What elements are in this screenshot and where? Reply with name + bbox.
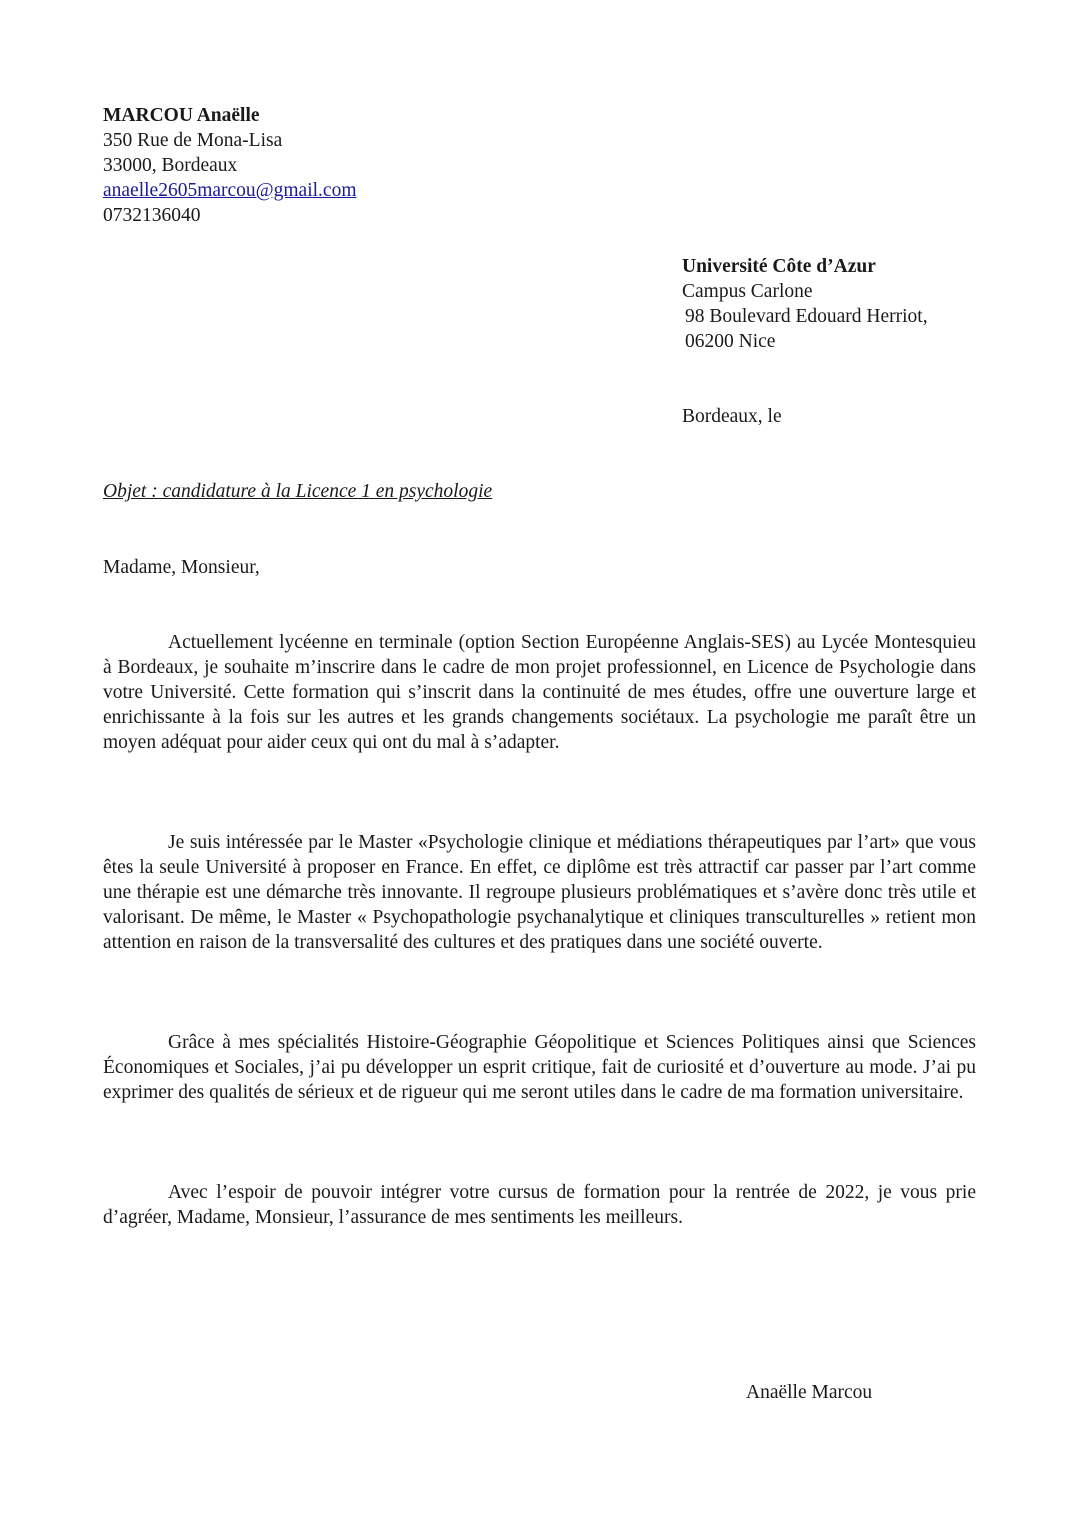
- subject-line: Objet : candidature à la Licence 1 en psychologie: [103, 481, 493, 502]
- body-paragraph-4: Avec l’espoir de pouvoir intégrer votre cursus de formation pour la rentrée de 2022, je vous prie d’agréer, Madame, Monsieur, l’assurance de mes sentiments les meilleurs.: [103, 1182, 976, 1228]
- salutation: Madame, Monsieur,: [103, 557, 260, 578]
- sender-email-link[interactable]: anaelle2605marcou@gmail.com: [103, 180, 357, 201]
- sender-name: MARCOU Anaëlle: [103, 105, 260, 126]
- recipient-street: 98 Boulevard Edouard Herriot,: [685, 306, 928, 327]
- body-paragraph-2: Je suis intéressée par le Master «Psychologie clinique et médiations thérapeutiques par l’art» que vous êtes la seule Université à proposer en France. En effet, ce diplôme est très attractif car passer par l’art comme une thérapie est une démarche très innovante. Il regroupe plusieurs problématiques et s’avère donc très utile et valorisant. De même, le Master « Psychopathologie psychanalytique et cliniques transculturelles » retient mon attention en raison de la transversalité des cultures et des pratiques dans une société ouverte.: [103, 832, 976, 953]
- recipient-campus: Campus Carlone: [682, 281, 813, 302]
- recipient-name: Université Côte d’Azur: [682, 256, 876, 277]
- sender-street: 350 Rue de Mona-Lisa: [103, 130, 283, 151]
- place-date: Bordeaux, le: [682, 406, 782, 427]
- sender-phone: 0732136040: [103, 205, 201, 226]
- recipient-city: 06200 Nice: [685, 331, 776, 352]
- body-paragraph-1: Actuellement lycéenne en terminale (option Section Européenne Anglais-SES) au Lycée Montesquieu à Bordeaux, je souhaite m’inscrire dans le cadre de mon projet professionnel, en Licence de Psychologie dans votre Université. Cette formation qui s’inscrit dans la continuité de mes études, offre une ouverture large et enrichissante à la fois sur les autres et les grands changements sociétaux. La psychologie me paraît être un moyen adéquat pour aider ceux qui ont du mal à s’adapter.: [103, 632, 976, 753]
- sender-city: 33000, Bordeaux: [103, 155, 238, 176]
- signature: Anaëlle Marcou: [746, 1382, 873, 1403]
- body-paragraph-3: Grâce à mes spécialités Histoire-Géographie Géopolitique et Sciences Politiques ainsi que Sciences Économiques et Sociales, j’ai pu développer un esprit critique, fait de curiosité et d’ouverture au mode. J’ai pu exprimer des qualités de sérieux et de rigueur qui me seront utiles dans le cadre de ma formation universitaire.: [103, 1032, 976, 1103]
